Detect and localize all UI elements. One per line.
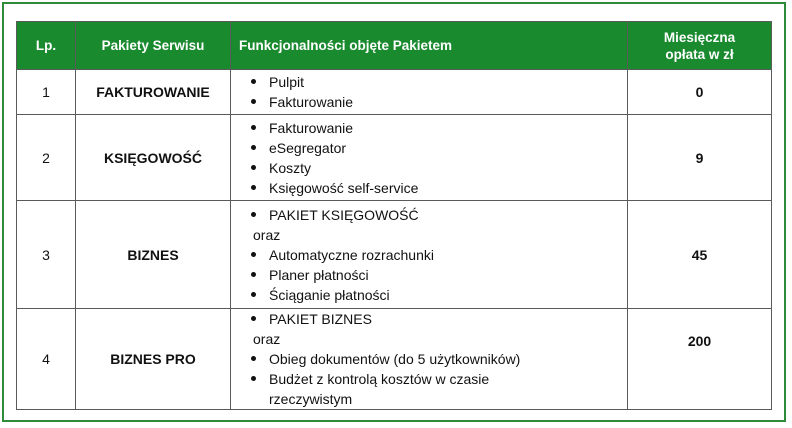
features-list (247, 245, 627, 305)
feature-item: Obieg dokumentów (do 5 użytkowników) (247, 349, 627, 369)
row-number: 2 (17, 115, 76, 201)
header-packages: Pakiety Serwisu (76, 22, 231, 70)
feature-item: Fakturowanie (247, 92, 627, 112)
header-monthly-fee (628, 22, 772, 70)
features-list (247, 205, 627, 225)
monthly-fee: 0 (628, 70, 772, 115)
features-cell (231, 309, 628, 410)
feature-item: Księgowość self-service (247, 178, 627, 198)
feature-item: Fakturowanie (247, 118, 627, 138)
package-name: BIZNES (76, 201, 231, 309)
package-name: KSIĘGOWOŚĆ (76, 115, 231, 201)
feature-item: Koszty (247, 158, 627, 178)
row-number: 4 (17, 309, 76, 410)
features-list (247, 72, 627, 112)
feature-item: Planer płatności (247, 265, 627, 285)
monthly-fee: 9 (628, 115, 772, 201)
feature-item: PAKIET BIZNES (247, 309, 627, 329)
features-cell (231, 115, 628, 201)
feature-item: eSegregator (247, 138, 627, 158)
features-list (247, 309, 627, 329)
joiner-text: oraz (253, 226, 281, 243)
monthly-fee: 200 (628, 309, 772, 410)
feature-item: PAKIET KSIĘGOWOŚĆ (247, 205, 627, 225)
row-number: 1 (17, 70, 76, 115)
joiner-text: oraz (253, 331, 281, 347)
package-name: BIZNES PRO (76, 309, 231, 410)
header-features: Funkcjonalności objęte Pakietem (231, 22, 628, 70)
features-cell (231, 201, 628, 309)
table-header-row (17, 22, 772, 70)
features-cell (231, 70, 628, 115)
table-row (17, 70, 772, 115)
feature-item: Budżet z kontrolą kosztów w czasie rzeczywistym (247, 369, 529, 409)
monthly-fee: 45 (628, 201, 772, 309)
features-list (247, 118, 627, 198)
package-name: FAKTUROWANIE (76, 70, 231, 115)
features-list (247, 349, 627, 409)
table-row (17, 115, 772, 201)
table-row (17, 201, 772, 309)
table-row (17, 309, 772, 410)
header-lp: Lp. (17, 22, 76, 70)
header-monthly-fee-line2: opłata w zł (665, 46, 734, 62)
feature-item: Ściąganie płatności (247, 285, 627, 305)
feature-item: Pulpit (247, 72, 627, 92)
header-monthly-fee-line1: Miesięczna (663, 29, 736, 45)
packages-table (16, 21, 772, 410)
feature-item: Automatyczne rozrachunki (247, 245, 627, 265)
row-number: 3 (17, 201, 76, 309)
